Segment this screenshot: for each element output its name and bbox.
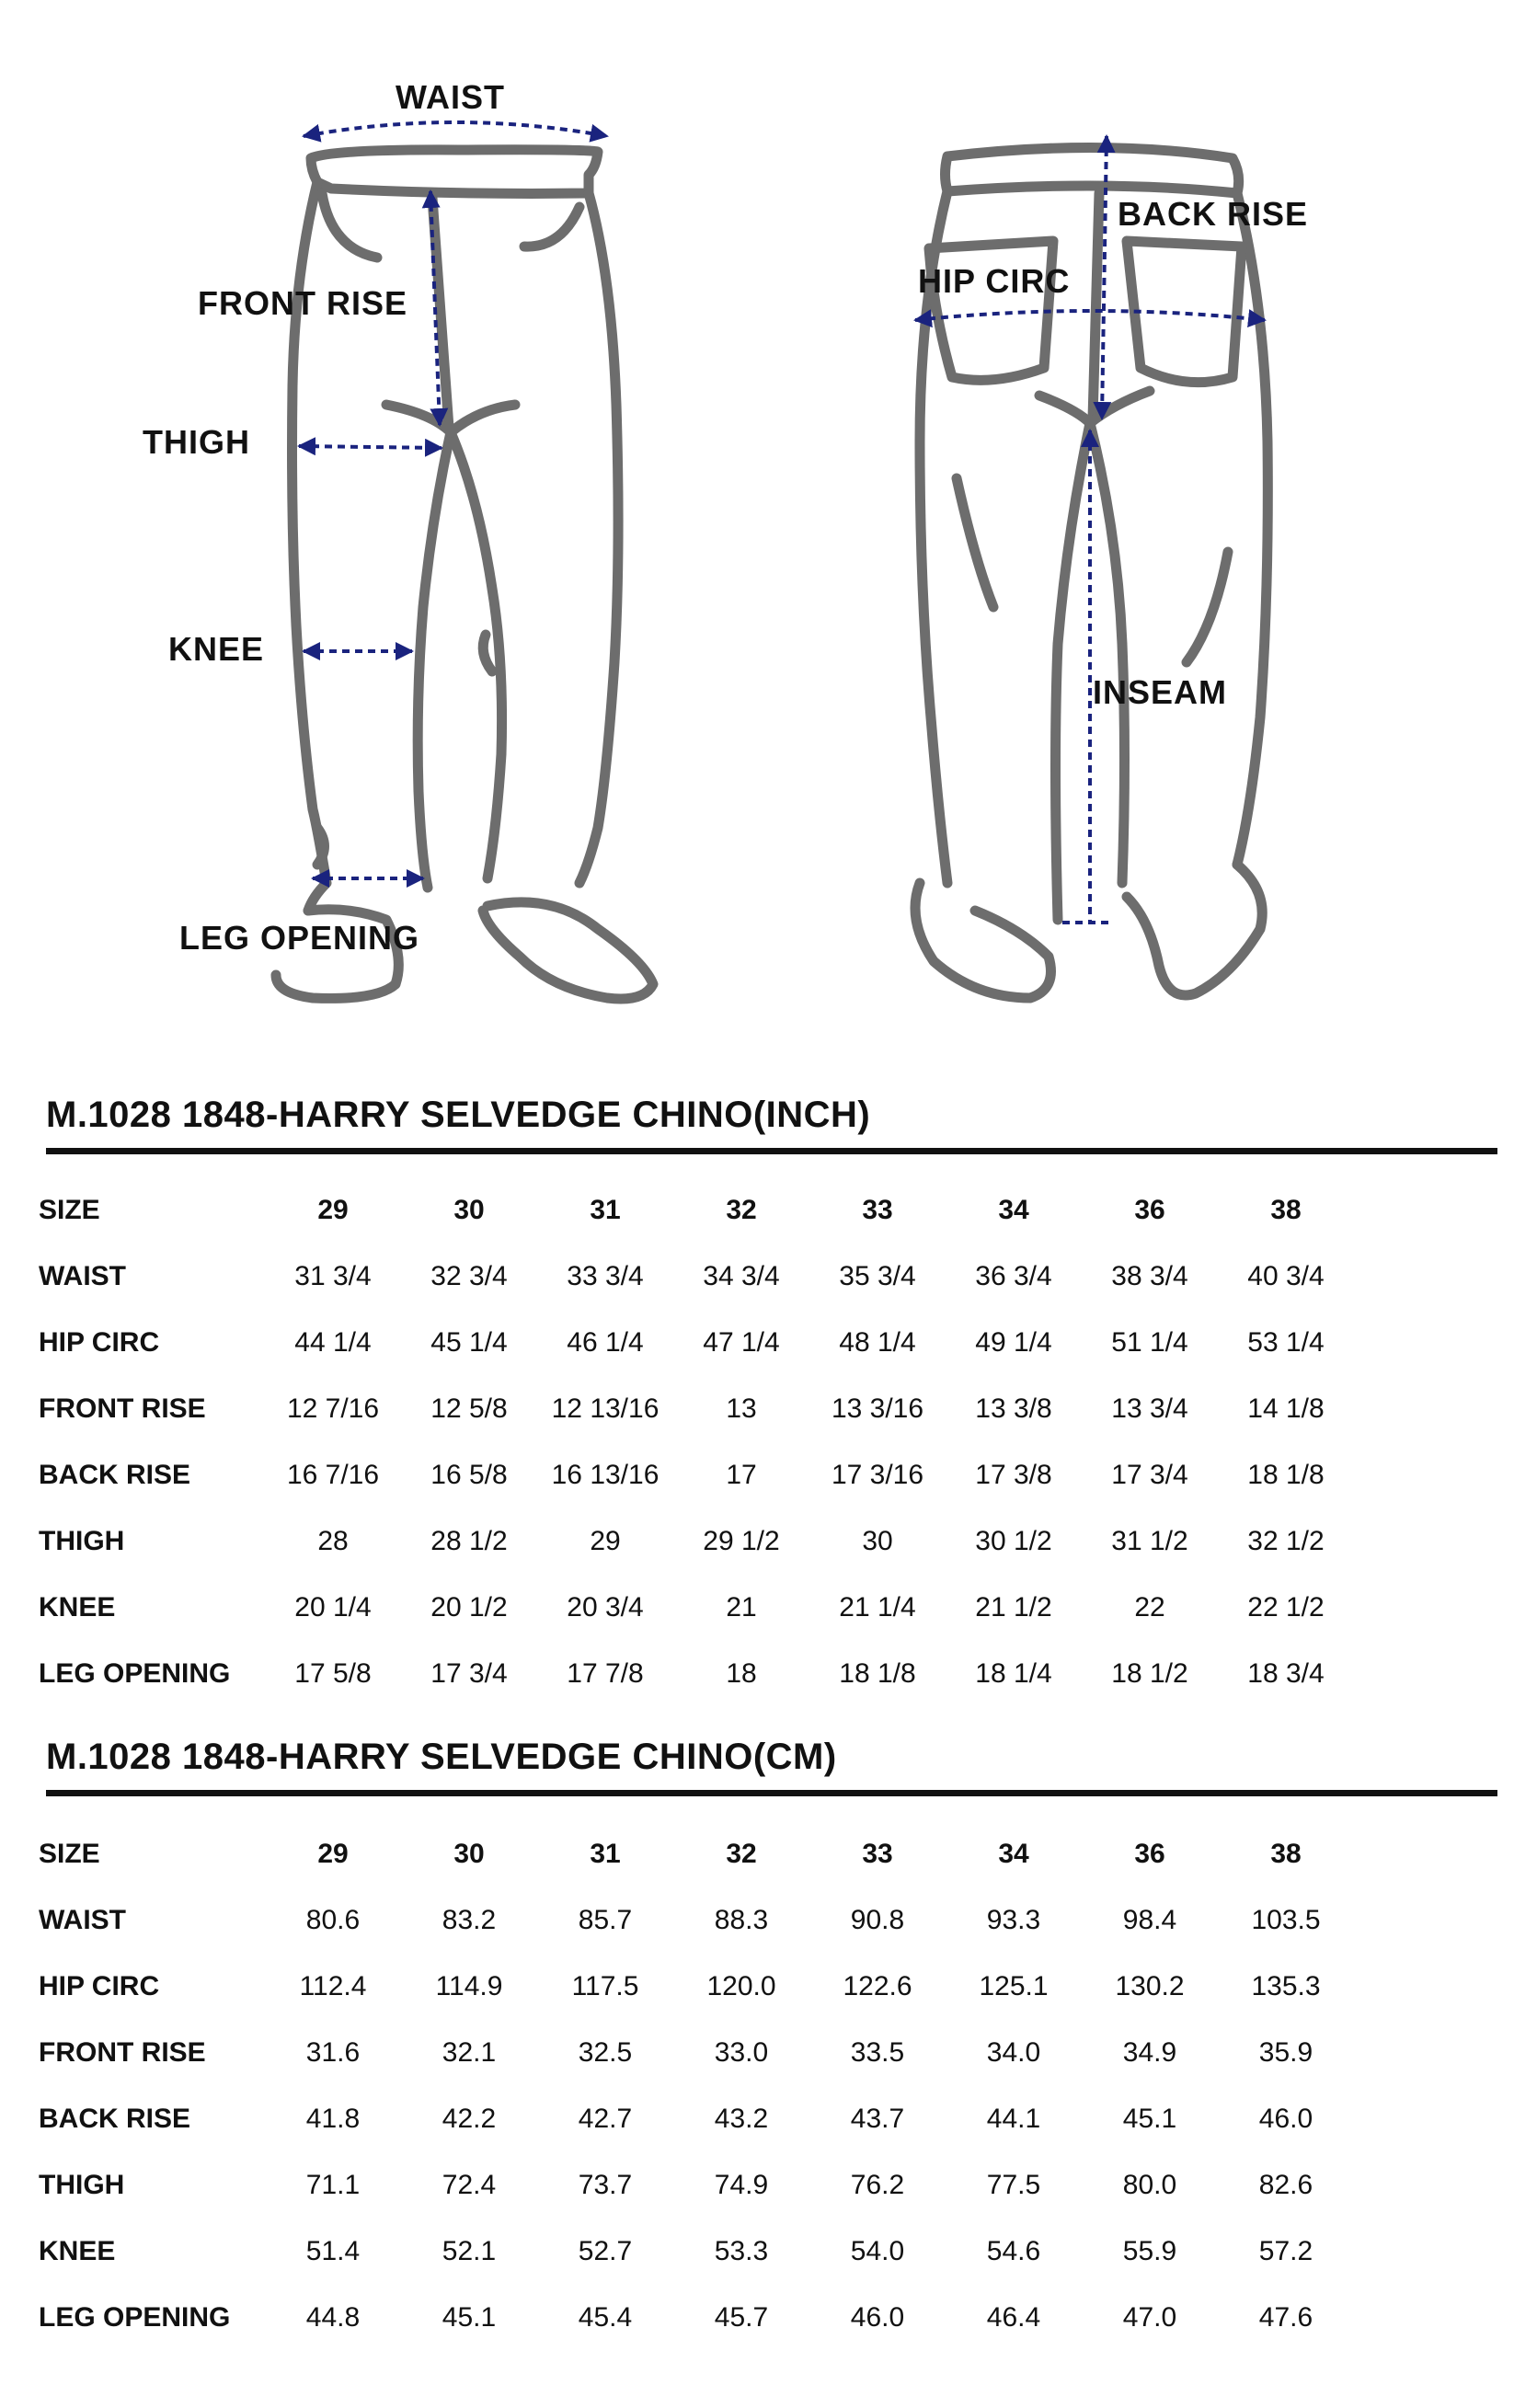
value-cell: 28 1/2 <box>430 1526 508 1556</box>
front-pants-illustration <box>276 150 653 999</box>
value-cell: 53.3 <box>714 2236 769 2266</box>
table-row <box>37 2086 1354 2152</box>
value-cell: 34.0 <box>986 2037 1041 2068</box>
value-cell: 17 3/16 <box>831 1460 924 1490</box>
thigh-arrow <box>299 446 442 448</box>
size-cell: 31 <box>590 1195 621 1225</box>
value-cell: 38 3/4 <box>1111 1261 1188 1291</box>
table-row <box>37 1310 1354 1376</box>
value-cell: 76.2 <box>850 2170 905 2200</box>
table-row <box>37 1376 1354 1442</box>
inch-title-rule <box>46 1148 1497 1154</box>
value-cell: 17 5/8 <box>294 1658 372 1689</box>
table-row <box>37 2020 1354 2086</box>
back-rise-arrow <box>1102 136 1107 419</box>
value-cell: 44.8 <box>305 2302 361 2333</box>
size-cell: 29 <box>317 1195 349 1225</box>
value-cell: 72.4 <box>442 2170 497 2200</box>
value-cell: 57.2 <box>1258 2236 1313 2266</box>
table-row <box>37 1442 1354 1508</box>
value-cell: 45.4 <box>578 2302 633 2333</box>
value-cell: 77.5 <box>986 2170 1041 2200</box>
row-label: LEG OPENING <box>39 1658 231 1689</box>
table-row <box>37 2219 1354 2285</box>
value-cell: 47.0 <box>1122 2302 1177 2333</box>
value-cell: 43.7 <box>850 2104 905 2134</box>
inch-size-chart <box>37 1085 1499 1711</box>
value-cell: 28 <box>317 1526 349 1556</box>
value-cell: 47 1/4 <box>703 1327 780 1358</box>
row-label: WAIST <box>39 1905 126 1935</box>
size-cell: 36 <box>1134 1195 1165 1225</box>
value-cell: 46.4 <box>986 2302 1041 2333</box>
size-label: SIZE <box>39 1839 100 1869</box>
table-row <box>37 1575 1354 1641</box>
value-cell: 18 1/2 <box>1111 1658 1188 1689</box>
value-cell: 14 1/8 <box>1247 1393 1325 1424</box>
value-cell: 21 1/2 <box>975 1592 1052 1623</box>
value-cell: 17 7/8 <box>567 1658 644 1689</box>
waist-arrow <box>304 122 607 136</box>
table-row <box>37 1508 1354 1575</box>
value-cell: 30 <box>862 1526 893 1556</box>
leg-opening-label: LEG OPENING <box>179 919 420 957</box>
value-cell: 35.9 <box>1258 2037 1313 2068</box>
row-label: KNEE <box>39 2236 116 2266</box>
value-cell: 17 3/4 <box>430 1658 508 1689</box>
value-cell: 29 1/2 <box>703 1526 780 1556</box>
value-cell: 80.6 <box>305 1905 361 1935</box>
cm-size-chart <box>37 1729 1499 2373</box>
value-cell: 22 <box>1134 1592 1165 1623</box>
table-row <box>37 1244 1354 1310</box>
row-label: HIP CIRC <box>39 1971 160 2001</box>
value-cell: 32 3/4 <box>430 1261 508 1291</box>
value-cell: 12 5/8 <box>430 1393 508 1424</box>
value-cell: 20 3/4 <box>567 1592 644 1623</box>
cm-table-title: M.1028 1848-HARRY SELVEDGE CHINO(CM) <box>46 1737 837 1777</box>
row-label: KNEE <box>39 1592 116 1623</box>
value-cell: 18 3/4 <box>1247 1658 1325 1689</box>
cm-title-rule <box>46 1790 1497 1796</box>
value-cell: 31 3/4 <box>294 1261 372 1291</box>
value-cell: 17 <box>726 1460 757 1490</box>
table-row <box>37 2152 1354 2219</box>
inch-table-title: M.1028 1848-HARRY SELVEDGE CHINO(INCH) <box>46 1095 871 1135</box>
cm-table <box>37 1821 1354 2351</box>
value-cell: 17 3/8 <box>975 1460 1052 1490</box>
value-cell: 83.2 <box>442 1905 497 1935</box>
value-cell: 52.7 <box>578 2236 633 2266</box>
value-cell: 52.1 <box>442 2236 497 2266</box>
hip-circ-arrow <box>915 311 1265 320</box>
size-cell: 38 <box>1270 1839 1302 1869</box>
row-label: LEG OPENING <box>39 2302 231 2333</box>
value-cell: 18 <box>726 1658 757 1689</box>
value-cell: 34 3/4 <box>703 1261 780 1291</box>
value-cell: 34.9 <box>1122 2037 1177 2068</box>
value-cell: 82.6 <box>1258 2170 1313 2200</box>
value-cell: 29 <box>590 1526 621 1556</box>
value-cell: 42.2 <box>442 2104 497 2134</box>
hip-circ-label: HIP CIRC <box>918 262 1071 300</box>
inseam-label: INSEAM <box>1093 673 1228 711</box>
value-cell: 21 <box>726 1592 757 1623</box>
value-cell: 44.1 <box>986 2104 1041 2134</box>
row-label: BACK RISE <box>39 1460 191 1490</box>
size-cell: 33 <box>862 1839 893 1869</box>
value-cell: 16 5/8 <box>430 1460 508 1490</box>
size-header-row <box>37 1821 1354 1887</box>
front-rise-label: FRONT RISE <box>198 284 408 322</box>
value-cell: 55.9 <box>1122 2236 1177 2266</box>
value-cell: 54.6 <box>986 2236 1041 2266</box>
value-cell: 122.6 <box>843 1971 912 2001</box>
size-cell: 32 <box>726 1195 757 1225</box>
value-cell: 13 3/16 <box>831 1393 924 1424</box>
value-cell: 45.7 <box>714 2302 769 2333</box>
value-cell: 43.2 <box>714 2104 769 2134</box>
measurement-diagram <box>0 0 1537 1039</box>
value-cell: 71.1 <box>305 2170 361 2200</box>
value-cell: 33.0 <box>714 2037 769 2068</box>
value-cell: 51 1/4 <box>1111 1327 1188 1358</box>
size-cell: 32 <box>726 1839 757 1869</box>
value-cell: 16 7/16 <box>286 1460 380 1490</box>
value-cell: 32.1 <box>442 2037 497 2068</box>
knee-label: KNEE <box>168 630 265 668</box>
value-cell: 135.3 <box>1251 1971 1321 2001</box>
row-label: FRONT RISE <box>39 2037 206 2068</box>
value-cell: 117.5 <box>571 1971 639 2001</box>
value-cell: 54.0 <box>850 2236 905 2266</box>
value-cell: 53 1/4 <box>1247 1327 1325 1358</box>
value-cell: 73.7 <box>578 2170 633 2200</box>
table-row <box>37 1641 1354 1707</box>
back-rise-label: BACK RISE <box>1118 195 1309 233</box>
value-cell: 80.0 <box>1122 2170 1177 2200</box>
size-cell: 31 <box>590 1839 621 1869</box>
size-cell: 33 <box>862 1195 893 1225</box>
value-cell: 112.4 <box>299 1971 367 2001</box>
value-cell: 13 <box>726 1393 757 1424</box>
value-cell: 31.6 <box>305 2037 361 2068</box>
thigh-label: THIGH <box>143 423 250 461</box>
value-cell: 32 1/2 <box>1247 1526 1325 1556</box>
size-cell: 36 <box>1134 1839 1165 1869</box>
size-cell: 34 <box>998 1839 1029 1869</box>
row-label: FRONT RISE <box>39 1393 206 1424</box>
value-cell: 46 1/4 <box>567 1327 644 1358</box>
value-cell: 22 1/2 <box>1247 1592 1325 1623</box>
value-cell: 103.5 <box>1251 1905 1321 1935</box>
size-cell: 30 <box>453 1839 485 1869</box>
value-cell: 36 3/4 <box>975 1261 1052 1291</box>
value-cell: 31 1/2 <box>1111 1526 1188 1556</box>
size-cell: 34 <box>998 1195 1029 1225</box>
value-cell: 90.8 <box>850 1905 905 1935</box>
value-cell: 33.5 <box>850 2037 905 2068</box>
value-cell: 40 3/4 <box>1247 1261 1325 1291</box>
value-cell: 12 13/16 <box>551 1393 660 1424</box>
value-cell: 12 7/16 <box>286 1393 380 1424</box>
value-cell: 46.0 <box>850 2302 905 2333</box>
size-cell: 38 <box>1270 1195 1302 1225</box>
value-cell: 17 3/4 <box>1111 1460 1188 1490</box>
value-cell: 125.1 <box>979 1971 1049 2001</box>
value-cell: 47.6 <box>1258 2302 1313 2333</box>
table-row <box>37 1954 1354 2020</box>
row-label: BACK RISE <box>39 2104 191 2134</box>
value-cell: 13 3/4 <box>1111 1393 1188 1424</box>
value-cell: 74.9 <box>714 2170 769 2200</box>
value-cell: 13 3/8 <box>975 1393 1052 1424</box>
value-cell: 44 1/4 <box>294 1327 372 1358</box>
size-cell: 30 <box>453 1195 485 1225</box>
value-cell: 88.3 <box>714 1905 769 1935</box>
table-row <box>37 1887 1354 1954</box>
value-cell: 130.2 <box>1115 1971 1185 2001</box>
waist-label: WAIST <box>396 78 505 116</box>
row-label: THIGH <box>39 1526 125 1556</box>
inch-table <box>37 1177 1354 1707</box>
value-cell: 30 1/2 <box>975 1526 1052 1556</box>
value-cell: 35 3/4 <box>839 1261 916 1291</box>
value-cell: 32.5 <box>578 2037 633 2068</box>
value-cell: 45.1 <box>1122 2104 1177 2134</box>
value-cell: 16 13/16 <box>551 1460 660 1490</box>
value-cell: 98.4 <box>1122 1905 1177 1935</box>
value-cell: 48 1/4 <box>839 1327 916 1358</box>
value-cell: 20 1/4 <box>294 1592 372 1623</box>
value-cell: 18 1/8 <box>839 1658 916 1689</box>
value-cell: 46.0 <box>1258 2104 1313 2134</box>
table-row <box>37 2285 1354 2351</box>
value-cell: 93.3 <box>986 1905 1041 1935</box>
value-cell: 120.0 <box>706 1971 776 2001</box>
value-cell: 42.7 <box>578 2104 633 2134</box>
size-cell: 29 <box>317 1839 349 1869</box>
value-cell: 45.1 <box>442 2302 497 2333</box>
size-label: SIZE <box>39 1195 100 1225</box>
value-cell: 114.9 <box>435 1971 503 2001</box>
value-cell: 20 1/2 <box>430 1592 508 1623</box>
size-header-row <box>37 1177 1354 1244</box>
row-label: THIGH <box>39 2170 125 2200</box>
value-cell: 41.8 <box>305 2104 361 2134</box>
value-cell: 49 1/4 <box>975 1327 1052 1358</box>
value-cell: 51.4 <box>305 2236 361 2266</box>
row-label: WAIST <box>39 1261 126 1291</box>
value-cell: 18 1/8 <box>1247 1460 1325 1490</box>
value-cell: 45 1/4 <box>430 1327 508 1358</box>
value-cell: 85.7 <box>578 1905 633 1935</box>
value-cell: 33 3/4 <box>567 1261 644 1291</box>
value-cell: 21 1/4 <box>839 1592 916 1623</box>
value-cell: 18 1/4 <box>975 1658 1052 1689</box>
row-label: HIP CIRC <box>39 1327 160 1358</box>
